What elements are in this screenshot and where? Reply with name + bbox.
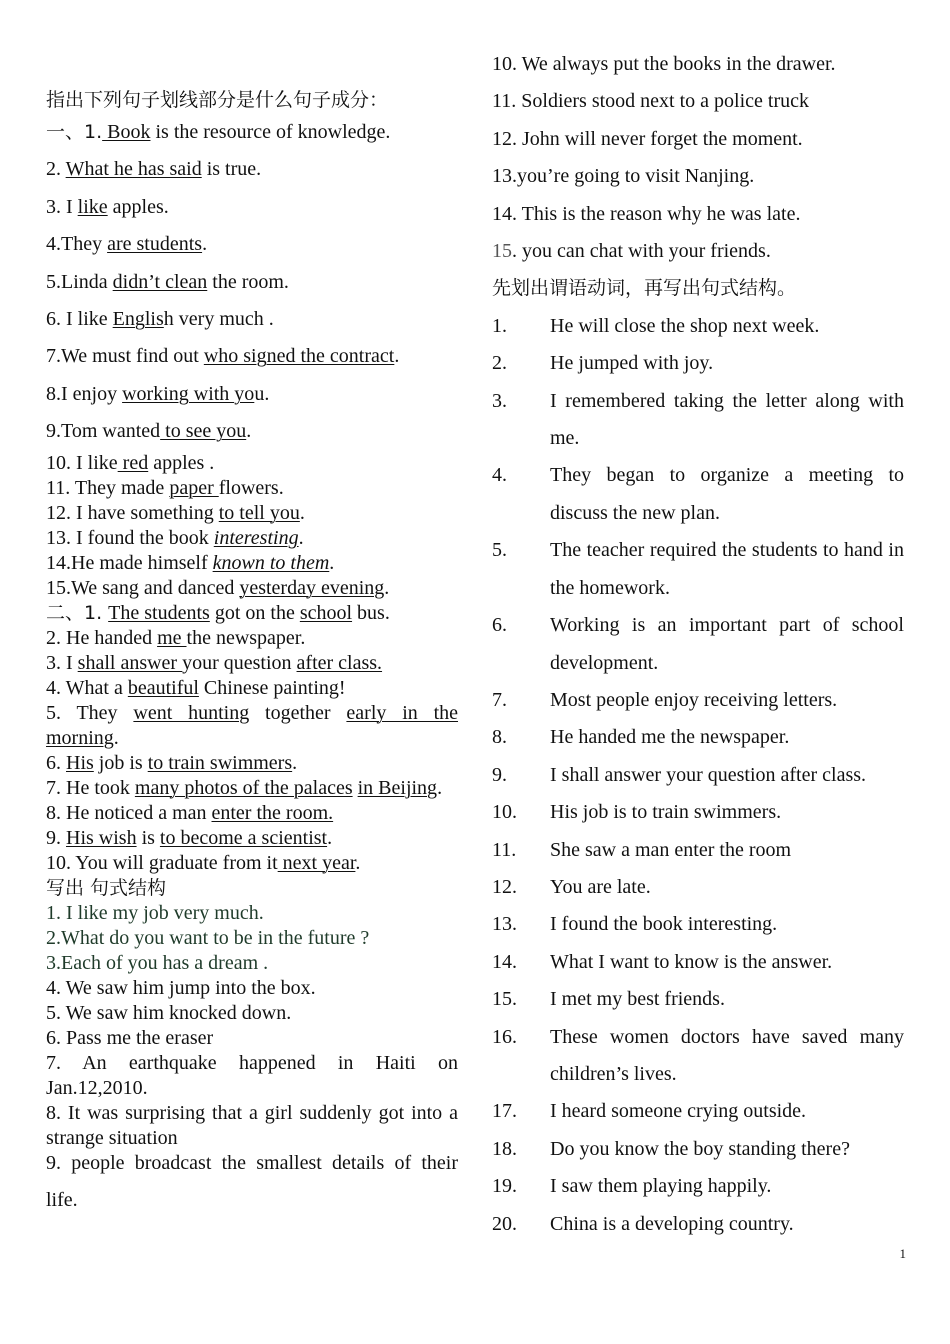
list-item [46, 1101, 458, 1151]
underlined-segment: enter the room. [211, 801, 334, 824]
list-item [46, 413, 458, 450]
list-item [46, 526, 458, 551]
text-segment: bus. [352, 601, 390, 624]
item-number: 14. [492, 950, 517, 973]
text-segment: 2. [46, 158, 66, 181]
numbered-list [492, 308, 904, 1243]
list-item [46, 476, 458, 501]
list-item [46, 501, 458, 526]
item-number: 18. [492, 1137, 517, 1160]
item-number: 6. [492, 614, 507, 637]
list-item [46, 1051, 458, 1101]
item-text: You are late. [550, 875, 651, 898]
item-number: 11. [492, 838, 517, 861]
item-number: 8. [492, 726, 507, 749]
underlined-segment: after class. [296, 651, 383, 674]
item-text: He jumped with joy. [550, 352, 714, 375]
list-item [46, 451, 458, 476]
item-text: His job is to train swimmers. [550, 801, 782, 824]
list-item [492, 1019, 904, 1094]
text-segment: . [246, 420, 252, 443]
underlined-segment: interesting [213, 526, 299, 549]
text-segment: 5. We saw him knocked down. [46, 1001, 292, 1024]
item-number: 7. [492, 688, 507, 711]
list-item [46, 976, 458, 1001]
list-item [492, 383, 904, 458]
text-segment: . [292, 751, 298, 774]
list-item [46, 826, 458, 851]
list-item [492, 981, 904, 1018]
underlined-segment: who signed the contract [203, 345, 395, 368]
list-item [492, 1093, 904, 1130]
underlined-segment: beautiful [127, 676, 199, 699]
list-item [46, 701, 458, 751]
list-item [492, 1206, 904, 1243]
item-text: I met my best friends. [550, 988, 725, 1011]
item-number: 9. [492, 763, 507, 786]
text-segment: 3.Each of you has a dream . [46, 951, 269, 974]
underlined-segment: are students [107, 233, 203, 256]
underlined-segment: working with yo [122, 382, 255, 405]
underlined-segment: Englis [112, 308, 164, 331]
underlined-segment: to see you [160, 420, 247, 443]
list-item [46, 338, 458, 375]
list-item [46, 751, 458, 776]
list-item [46, 626, 458, 651]
text-segment: together [249, 701, 347, 724]
item-text: I shall answer your question after class. [550, 763, 867, 786]
list-item [46, 376, 458, 413]
underlined-segment: like [77, 195, 108, 218]
text-segment: . [437, 776, 443, 799]
list-item [46, 926, 458, 951]
left-column [46, 86, 458, 1219]
text-segment: your question [182, 651, 297, 674]
item-number: 13. [492, 913, 517, 936]
text-segment: is the resource of knowledge. [150, 121, 391, 143]
item-number: 1. [492, 314, 507, 337]
list-item [492, 233, 904, 270]
text-segment: 5. They [46, 701, 134, 724]
text-segment: 11. They made [46, 476, 170, 499]
text-segment: 12. I have something [46, 501, 219, 524]
item-number: 10. [492, 801, 517, 824]
item-text: . you can chat with your friends. [512, 240, 771, 263]
item-number: 17. [492, 1100, 517, 1123]
part1b-list [46, 451, 458, 601]
part2-list [46, 601, 458, 876]
text-segment: 15.We sang and danced [46, 576, 240, 599]
list-item [492, 757, 904, 794]
list-item [492, 1168, 904, 1205]
underlined-segment: The students [108, 601, 210, 624]
list-item [46, 1001, 458, 1026]
exercise-heading: 指出下列句子划线部分是什么句子成分： [46, 89, 389, 111]
item-text: He handed me the newspaper. [550, 726, 790, 749]
underlined-segment: went hunting [133, 701, 250, 724]
underlined-segment: Book [102, 121, 151, 143]
underlined-segment: many photos of the palaces [134, 776, 353, 799]
item-text: She saw a man enter the room [550, 838, 792, 861]
item-number: 5. [492, 539, 507, 562]
text-segment: 2. He handed [46, 626, 158, 649]
list-item [492, 345, 904, 382]
item-text: What I want to know is the answer. [550, 950, 833, 973]
underlined-segment: paper [169, 476, 219, 499]
list-item [46, 264, 458, 301]
underlined-segment: in Beijing [357, 776, 438, 799]
text-segment: the room. [207, 270, 289, 293]
list-item [46, 801, 458, 826]
list-item [492, 308, 904, 345]
item-number: 16. [492, 1025, 517, 1048]
list-item: 9. people broadcast the smallest details of their life. [46, 1151, 458, 1211]
list-item [492, 832, 904, 869]
text-segment: is true. [201, 158, 262, 181]
text-segment: 6. Pass me the eraser [46, 1026, 214, 1049]
text-segment: is [136, 826, 160, 849]
text-segment: 6. [46, 751, 66, 774]
text-segment: got on the [209, 601, 300, 624]
text-segment: 9. [46, 826, 66, 849]
list-item [46, 551, 458, 576]
text-segment: . [327, 826, 333, 849]
text-segment: . [298, 526, 304, 549]
text-segment: 1. I like my job very much. [46, 901, 264, 924]
part3-list [46, 901, 458, 1151]
underlined-segment: school [299, 601, 353, 624]
list-item [46, 851, 458, 876]
text-segment: . [113, 726, 119, 749]
item-number: 19. [492, 1175, 517, 1198]
text-segment: . [384, 576, 390, 599]
item-text: China is a developing country. [550, 1212, 794, 1235]
item-text: The teacher required the students to hand in the homework. [550, 539, 904, 599]
underlined-segment: didn’t clean [112, 270, 208, 293]
text-segment: 一、1. [46, 121, 103, 143]
underlined-segment: What he has said [65, 158, 202, 181]
list-item [46, 1026, 458, 1051]
item-number: 4. [492, 464, 507, 487]
list-item [46, 601, 458, 626]
list-item [492, 869, 904, 906]
text-segment: 4. What a [46, 676, 128, 699]
text-segment: 10. You will graduate from it [46, 851, 278, 874]
text-segment: 二、1. [46, 601, 109, 624]
list-item [492, 532, 904, 607]
text-segment: the newspaper. [186, 626, 306, 649]
item-number: 15 [492, 240, 512, 263]
item-text: They began to organize a meeting to discuss the new plan. [550, 464, 904, 524]
item-text: These women doctors have saved many children’s lives. [550, 1025, 904, 1085]
text-segment: 3. I [46, 195, 78, 218]
text-segment: . [329, 551, 335, 574]
text-segment: 8. He noticed a man [46, 801, 212, 824]
text-segment: h very much . [163, 308, 274, 331]
underlined-segment: yesterday evening [239, 576, 385, 599]
continued-list [492, 46, 904, 233]
text-segment: Chinese painting! [198, 676, 346, 699]
underlined-segment: His [66, 751, 94, 774]
list-item: 13.you’re going to visit Nanjing. [492, 165, 755, 188]
text-segment: . [355, 851, 361, 874]
list-item [492, 607, 904, 682]
text-segment: . [202, 233, 208, 256]
list-item [492, 944, 904, 981]
text-segment: 8. It was surprising that a girl suddenly got into a strange situation [46, 1101, 458, 1149]
part1-list [46, 114, 458, 451]
item-text: He will close the shop next week. [550, 314, 820, 337]
list-item [492, 794, 904, 831]
item-text: I remembered taking the letter along with me. [550, 389, 904, 450]
list-item [492, 1131, 904, 1168]
text-segment: . [394, 345, 400, 368]
text-segment: 2.What do you want to be in the future ? [46, 926, 370, 949]
text-segment: . [299, 501, 305, 524]
text-segment: flowers. [218, 476, 284, 499]
text-segment: 13. I found the book [46, 526, 214, 549]
underlined-segment: me [157, 626, 187, 649]
list-item [46, 189, 458, 226]
list-item: 10. We always put the books in the drawer. [492, 53, 836, 75]
sentence-pattern-heading: 写出 句式结构 [46, 876, 167, 899]
list-item [46, 301, 458, 338]
text-segment: 8.I enjoy [46, 382, 123, 405]
underlined-segment: early in the morning [46, 701, 459, 749]
text-segment: 14.He made himself [46, 551, 213, 574]
list-item [492, 457, 904, 532]
text-segment: 5.Linda [46, 270, 113, 293]
list-item [492, 719, 904, 756]
text-segment: 7. He took [46, 776, 135, 799]
item-text: I found the book interesting. [550, 913, 778, 936]
list-item [492, 682, 904, 719]
right-column [492, 46, 904, 1243]
list-item [46, 651, 458, 676]
underlined-segment: next year [277, 851, 356, 874]
list-item [492, 906, 904, 943]
text-segment: 3. I [46, 651, 78, 674]
list-item [46, 151, 458, 188]
underlined-segment: shall answer [77, 651, 183, 674]
list-item: 14. This is the reason why he was late. [492, 202, 801, 225]
item-number: 12. [492, 875, 517, 898]
list-item: 12. John will never forget the moment. [492, 127, 803, 150]
text-segment: apples. [107, 195, 169, 218]
item-text: Working is an important part of school development. [550, 614, 904, 674]
text-segment: 7. An earthquake happened in Haiti on Jan.12,2010. [46, 1051, 458, 1099]
underlined-segment: red [117, 451, 149, 474]
text-segment: 4.They [46, 233, 108, 256]
item-number: 3. [492, 389, 507, 412]
predicate-heading: 先划出谓语动词，再写出句式结构。 [492, 277, 797, 300]
item-text: Most people enjoy receiving letters. [550, 688, 838, 711]
list-item [46, 901, 458, 926]
list-item [46, 676, 458, 701]
item-number: 15. [492, 988, 517, 1011]
item-text: I heard someone crying outside. [550, 1100, 807, 1123]
text-segment: 4. We saw him jump into the box. [46, 976, 316, 999]
text-segment: job is [93, 751, 148, 774]
list-item [46, 776, 458, 801]
underlined-segment: known to them [212, 551, 330, 574]
underlined-segment: to tell you [218, 501, 300, 524]
list-item [46, 951, 458, 976]
page-number: 1 [899, 1246, 906, 1261]
list-item [46, 114, 458, 151]
text-segment: 10. I like [46, 451, 118, 474]
item-number: 20. [492, 1212, 517, 1235]
text-segment: 6. I like [46, 308, 113, 331]
list-item [46, 576, 458, 601]
list-item [46, 226, 458, 263]
text-segment: 7.We must find out [46, 345, 204, 368]
text-segment: apples . [148, 451, 215, 474]
underlined-segment: to become a scientist [159, 826, 328, 849]
underlined-segment: to train swimmers [147, 751, 293, 774]
item-text: Do you know the boy standing there? [550, 1137, 850, 1160]
underlined-segment: His wish [66, 826, 137, 849]
item-number: 2. [492, 352, 507, 375]
item-text: I saw them playing happily. [550, 1175, 772, 1198]
list-item: 11. Soldiers stood next to a police truck [492, 90, 809, 113]
text-segment: u. [254, 382, 270, 405]
text-segment: 9.Tom wanted [46, 420, 161, 443]
